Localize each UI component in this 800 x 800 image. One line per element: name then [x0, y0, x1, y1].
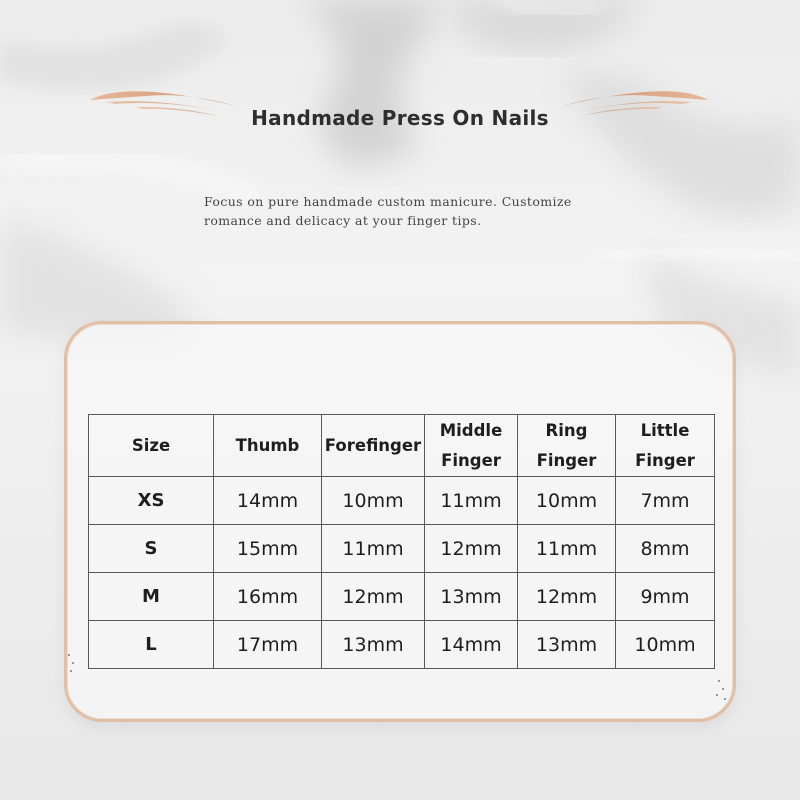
table-row	[89, 573, 715, 621]
subtitle-line: Focus on pure handmade custom manicure. Customize	[204, 194, 572, 209]
table-row	[89, 621, 715, 669]
size-label: L	[89, 621, 214, 669]
table-cell: 16mm	[214, 573, 322, 621]
table-cell: 11mm	[322, 525, 425, 573]
table-row	[89, 477, 715, 525]
subtitle-line: romance and delicacy at your finger tips.	[204, 213, 482, 228]
table-cell: 11mm	[425, 477, 518, 525]
table-cell: 12mm	[322, 573, 425, 621]
table-header-row	[89, 415, 715, 477]
header-middle-finger: Middle Finger	[425, 415, 518, 477]
table-cell: 12mm	[425, 525, 518, 573]
table-cell: 10mm	[322, 477, 425, 525]
table-cell: 15mm	[214, 525, 322, 573]
table-cell: 13mm	[425, 573, 518, 621]
table-row	[89, 525, 715, 573]
size-label: M	[89, 573, 214, 621]
table-cell: 12mm	[518, 573, 616, 621]
table-cell: 7mm	[616, 477, 715, 525]
page-title: Handmade Press On Nails	[251, 106, 549, 130]
size-label: XS	[89, 477, 214, 525]
header-thumb: Thumb	[214, 415, 322, 477]
size-table	[88, 414, 715, 669]
header-ring-finger: Ring Finger	[518, 415, 616, 477]
table-cell: 8mm	[616, 525, 715, 573]
header-little-finger: Little Finger	[616, 415, 715, 477]
table-cell: 11mm	[518, 525, 616, 573]
table-cell: 10mm	[518, 477, 616, 525]
table-cell: 17mm	[214, 621, 322, 669]
size-label: S	[89, 525, 214, 573]
header-forefinger: Forefinger	[322, 415, 425, 477]
table-cell: 9mm	[616, 573, 715, 621]
table-cell: 13mm	[518, 621, 616, 669]
table-cell: 10mm	[616, 621, 715, 669]
header-size: Size	[89, 415, 214, 477]
table-cell: 13mm	[322, 621, 425, 669]
table-cell: 14mm	[214, 477, 322, 525]
subtitle	[204, 192, 644, 230]
table-cell: 14mm	[425, 621, 518, 669]
